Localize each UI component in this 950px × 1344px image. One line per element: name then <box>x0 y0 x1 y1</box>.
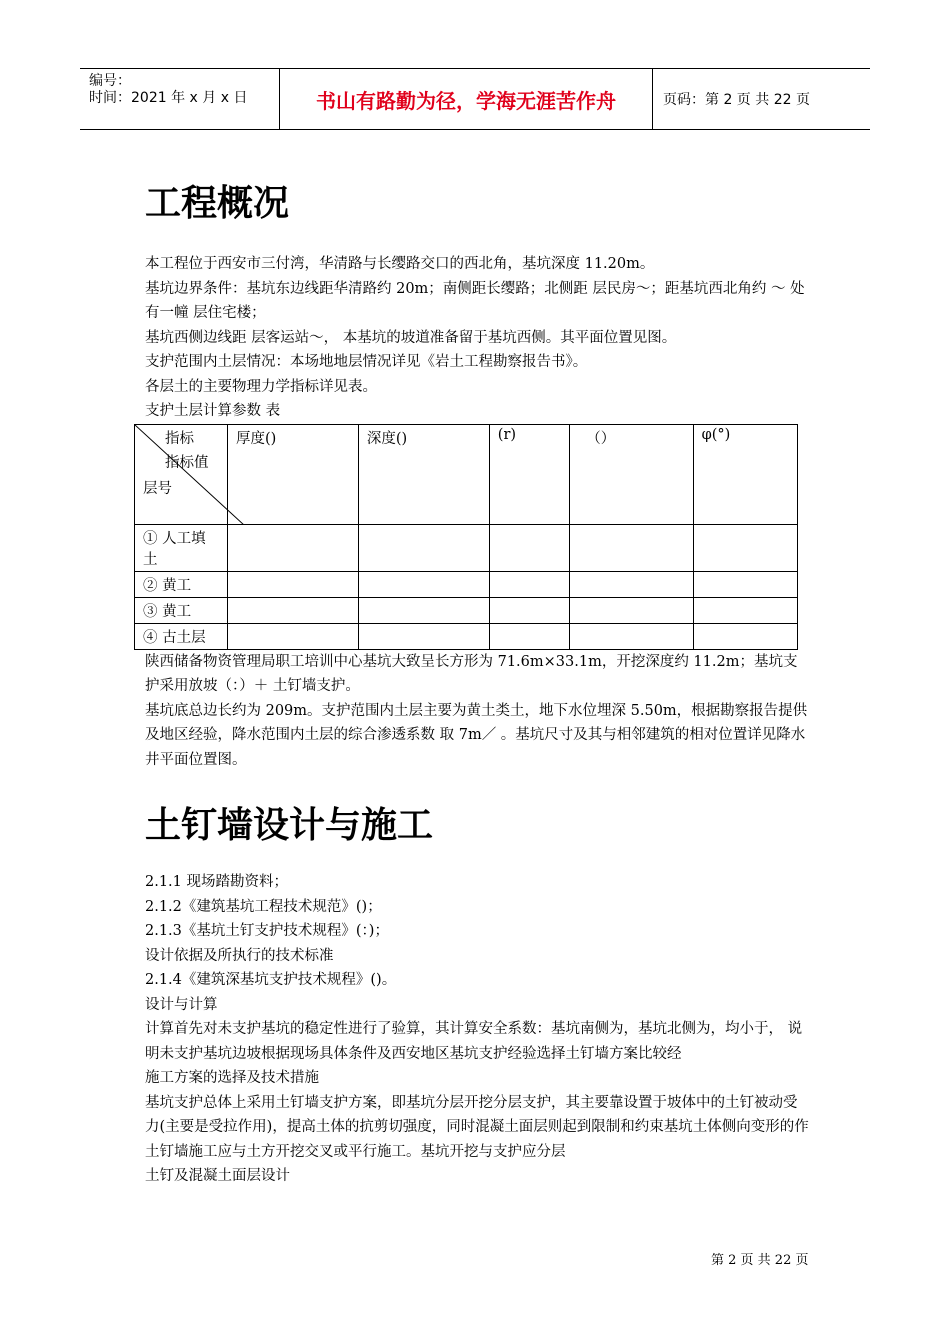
table-cell <box>693 571 797 597</box>
section-title-soil-nail-wall: 土钉墙设计与施工 <box>145 805 434 846</box>
diag-label-value: 指标值 <box>165 454 209 471</box>
row-header: ① 人工填土 <box>135 524 228 571</box>
paragraph: 各层土的主要物理力学指标详见表。 <box>145 378 377 395</box>
table-cell <box>570 524 693 571</box>
paragraph: 基坑西侧边线距 层客运站～， 本基坑的坡道准备留于基坑西侧。其平面位置见图。 <box>145 329 677 346</box>
table-header-row <box>135 424 798 524</box>
table-cell <box>358 524 489 571</box>
table-row <box>135 623 798 649</box>
header-motto: 书山有路勤为径，学海无涯苦作舟 <box>280 69 653 129</box>
document-date: 时间：2021 年 x 月 x 日 <box>89 90 248 106</box>
document-number-label: 编号： <box>89 73 131 89</box>
table-caption: 支护土层计算参数 表 <box>145 403 281 419</box>
table-cell <box>693 597 797 623</box>
table-cell <box>693 623 797 649</box>
column-header: (r) <box>489 424 569 524</box>
table-cell <box>358 597 489 623</box>
table-row <box>135 597 798 623</box>
list-item: 2.1.3《基坑土钉支护技术规程》(：)； <box>145 923 389 939</box>
table-cell <box>489 571 569 597</box>
table-cell <box>489 597 569 623</box>
diag-label-index: 指标 <box>165 430 194 447</box>
subheading: 设计与计算 <box>145 996 218 1013</box>
subheading: 施工方案的选择及技术措施 <box>145 1070 319 1086</box>
column-header: 深度() <box>358 424 489 524</box>
paragraph: 基坑底总边长约为 209m。支护范围内土层主要为黄土类土，地下水位埋深 5.50m，根据勘察报告提供及地区经验，降水范围内土层的综合渗透系数 取 7m／ 。基坑尺寸及其与相邻建筑的相对位置详见降水井平面位置图。 <box>145 702 808 768</box>
page-header <box>80 68 870 130</box>
table-cell <box>489 623 569 649</box>
table-cell <box>228 597 359 623</box>
list-item: 2.1.1 现场踏勘资料； <box>145 874 289 890</box>
column-header: φ(°) <box>693 424 797 524</box>
table-cell <box>358 623 489 649</box>
table-cell <box>570 597 693 623</box>
table-cell <box>228 571 359 597</box>
row-header: ② 黄工 <box>135 571 228 597</box>
table-cell <box>570 623 693 649</box>
diagonal-header-cell <box>135 424 228 524</box>
soil-parameter-table <box>134 424 798 650</box>
row-header: ④ 古土层 <box>135 623 228 649</box>
subheading: 土钉及混凝土面层设计 <box>145 1168 290 1184</box>
list-item: 2.1.4《建筑深基坑支护技术规程》()。 <box>145 972 397 988</box>
list-item: 2.1.2《建筑基坑工程技术规范》()； <box>145 898 382 915</box>
subheading: 设计依据及所执行的技术标准 <box>145 947 334 964</box>
header-page-info: 页码：第 2 页 共 22 页 <box>663 92 810 108</box>
paragraph: 陕西储备物资管理局职工培训中心基坑大致呈长方形为 71.6m×33.1m，开挖深度约 11.2m；基坑支护采用放坡（：）＋ 土钉墙支护。 <box>145 653 798 694</box>
paragraph: 本工程位于西安市三付湾，华清路与长缨路交口的西北角，基坑深度 11.20m。 <box>145 256 655 272</box>
table-cell <box>693 524 797 571</box>
table-cell <box>228 623 359 649</box>
table-row <box>135 524 798 571</box>
paragraph: 基坑边界条件：基坑东边线距华清路约 20m；南侧距长缨路；北侧距 层民房～；距基坑西北角约 ～ 处有一幢 层住宅楼； <box>145 280 805 321</box>
section-title-overview: 工程概况 <box>145 183 290 224</box>
table-row <box>135 571 798 597</box>
table-cell <box>570 571 693 597</box>
paragraph: 支护范围内土层情况：本场地地层情况详见《岩土工程勘察报告书》。 <box>145 354 588 370</box>
paragraph: 计算首先对未支护基坑的稳定性进行了验算，其计算安全系数：基坑南侧为，基坑北侧为，均小于， 说明未支护基坑边坡根据现场具体条件及西安地区基坑支护经验选择土钉墙方案比较经 <box>145 1021 803 1062</box>
page-footer: 第 2 页 共 22 页 <box>711 1253 809 1268</box>
row-header: ③ 黄工 <box>135 597 228 623</box>
header-meta <box>80 69 280 129</box>
table-cell <box>358 571 489 597</box>
column-header: 厚度() <box>228 424 359 524</box>
diag-label-layer: 层号 <box>143 480 172 497</box>
column-header: （） <box>570 424 693 524</box>
table-cell <box>489 524 569 571</box>
document-body <box>145 178 810 1189</box>
table-cell <box>228 524 359 571</box>
paragraph: 基坑支护总体上采用土钉墙支护方案，即基坑分层开挖分层支护，其主要靠设置于坡体中的土钉被动受力(主要是受拉作用)，提高土体的抗剪切强度，同时混凝土面层则起到限制和约束基坑土体侧向变形的作土钉墙施工应与土方开挖交叉或平行施工。基坑开挖与支护应分层 <box>145 1094 809 1160</box>
